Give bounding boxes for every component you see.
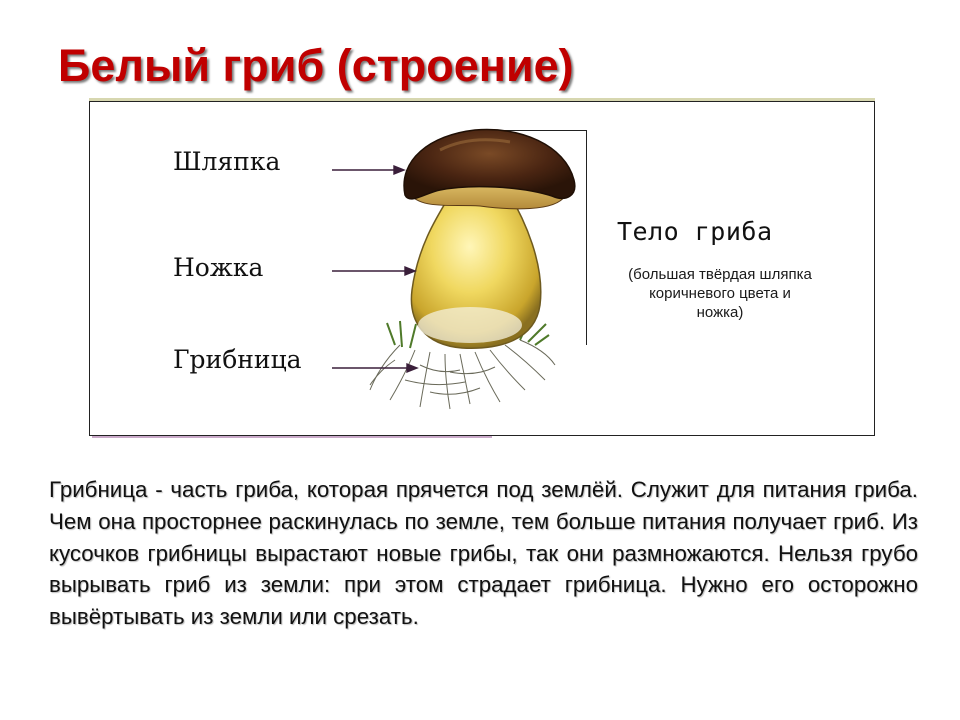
- label-arrows: [332, 166, 417, 372]
- mycelium-roots: [370, 340, 555, 409]
- body-label: Тело гриба: [617, 217, 773, 246]
- figure-bottom-rule: [92, 436, 492, 438]
- mycelium-label: Грибница: [173, 345, 302, 374]
- stem-label: Ножка: [173, 253, 264, 282]
- cap-label: Шляпка: [173, 147, 281, 176]
- page-title: Белый гриб (строение): [58, 40, 574, 91]
- body-note: (большая твёрдая шляпка коричневого цвета и ножка): [628, 266, 812, 321]
- description-paragraph: Грибница - часть гриба, которая прячется под землёй. Служит для питания гриба. Чем она просторнее раскинулась по земле, тем больше питания получает гриб. Из кусочков грибницы вырастают новые грибы, так они размножаются. Нельзя грубо вырывать гриб из земли: при этом страдает грибница. Нужно его осторожно вывёртывать из земли или срезать.: [49, 477, 918, 630]
